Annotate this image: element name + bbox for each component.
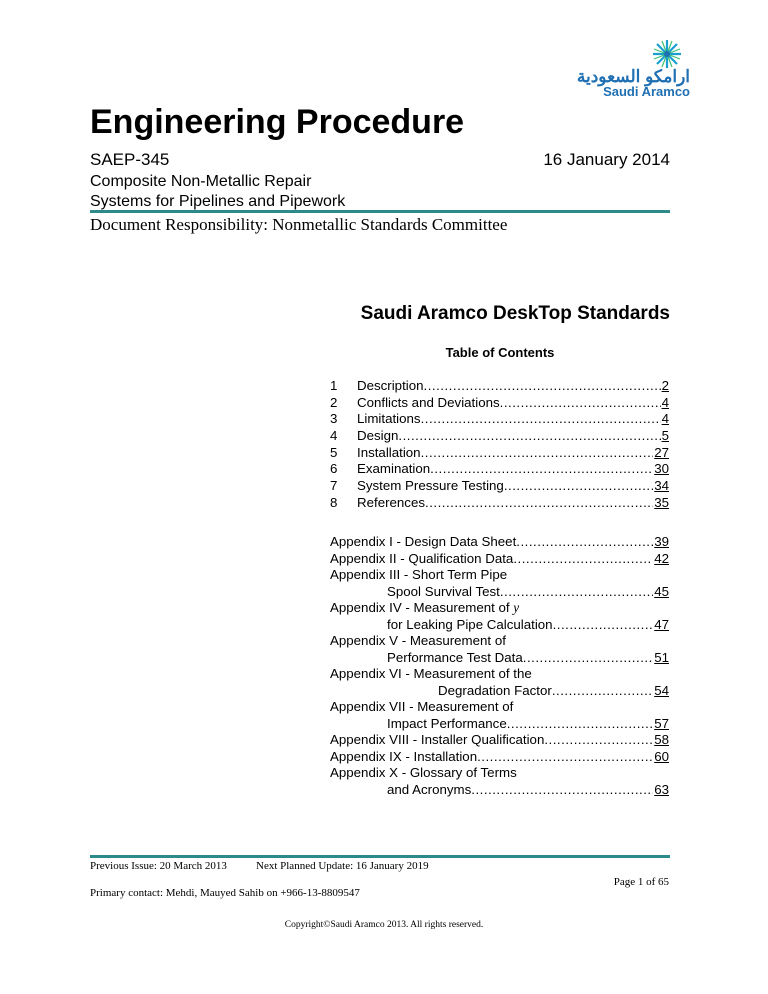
toc-page-link[interactable]: 4 bbox=[661, 411, 669, 427]
appendix-label-cont: for Leaking Pipe Calculation bbox=[387, 616, 553, 632]
toc-entry-label: Conflicts and Deviations bbox=[357, 394, 500, 410]
appendix-page-link[interactable]: 51 bbox=[654, 649, 669, 665]
document-type-title: Engineering Procedure bbox=[90, 103, 465, 141]
toc-entry-label: Limitations bbox=[357, 411, 421, 427]
next-planned-update: Next Planned Update: 16 January 2019 bbox=[256, 860, 429, 872]
appendix-label: Appendix IV - Measurement of bbox=[330, 600, 514, 615]
saudi-aramco-logo bbox=[555, 40, 690, 100]
appendix-label-cont: Spool Survival Test bbox=[387, 583, 500, 599]
toc-page-link[interactable]: 34 bbox=[654, 478, 669, 494]
appendix-page-link[interactable]: 39 bbox=[654, 534, 669, 549]
appendix-page-link[interactable]: 47 bbox=[654, 616, 669, 632]
toc-entry-label: Examination bbox=[357, 461, 431, 477]
previous-issue: Previous Issue: 20 March 2013 bbox=[90, 860, 227, 872]
toc-entry[interactable] bbox=[330, 478, 669, 495]
toc-entry-number: 2 bbox=[330, 394, 338, 410]
toc-entry-label: Installation bbox=[357, 444, 421, 460]
appendix-page-link[interactable]: 60 bbox=[654, 748, 669, 764]
subtitle-line-2: Systems for Pipelines and Pipework bbox=[90, 193, 346, 210]
toc-entry[interactable] bbox=[330, 378, 669, 395]
appendix-label-cont: Degradation Factor bbox=[438, 682, 552, 698]
toc-appendices bbox=[330, 534, 669, 798]
toc-entry[interactable] bbox=[330, 411, 669, 428]
toc-entry[interactable] bbox=[330, 428, 669, 445]
appendix-entry-line bbox=[330, 765, 669, 782]
primary-contact: Primary contact: Mehdi, Mauyed Sahib on +966-13-8809547 bbox=[90, 887, 360, 899]
appendix-entry-line bbox=[330, 633, 669, 650]
appendix-entry[interactable] bbox=[330, 617, 669, 634]
logo-arabic-text: ارامكو السعودية bbox=[576, 67, 690, 86]
toc-page-link[interactable]: 27 bbox=[654, 444, 669, 460]
toc-entry-label: System Pressure Testing bbox=[357, 478, 504, 494]
toc-sections bbox=[330, 378, 669, 512]
appendix-entry[interactable] bbox=[330, 732, 669, 749]
appendix-label: Appendix V - Measurement of bbox=[330, 633, 506, 648]
toc-entry-number: 1 bbox=[330, 378, 338, 393]
toc-page-link[interactable]: 5 bbox=[661, 428, 669, 444]
appendix-label: Appendix III - Short Term Pipe bbox=[330, 567, 508, 582]
toc-entry-number: 4 bbox=[330, 428, 338, 444]
appendix-page-link[interactable]: 45 bbox=[654, 583, 669, 599]
copyright: Copyright©Saudi Aramco 2013. All rights reserved. bbox=[284, 920, 484, 930]
appendix-page-link[interactable]: 42 bbox=[654, 550, 669, 566]
toc-entry[interactable] bbox=[330, 495, 669, 512]
appendix-label: Appendix II - Qualification Data bbox=[330, 550, 514, 566]
appendix-label: Appendix I - Design Data Sheet bbox=[330, 534, 517, 549]
toc-entry-number: 5 bbox=[330, 444, 338, 460]
toc-entry-label: References bbox=[357, 494, 425, 510]
toc-title: Table of Contents bbox=[445, 345, 555, 360]
appendix-label: Appendix X - Glossary of Terms bbox=[330, 765, 517, 780]
document-date: 16 January 2014 bbox=[543, 150, 670, 169]
toc-entry-number: 8 bbox=[330, 494, 338, 510]
header-rule bbox=[90, 210, 670, 213]
appendix-label: Appendix VI - Measurement of the bbox=[330, 666, 532, 681]
appendix-label: Appendix VIII - Installer Qualification bbox=[330, 732, 545, 747]
appendix-entry-line bbox=[330, 567, 669, 584]
subtitle-line-1: Composite Non-Metallic Repair bbox=[90, 173, 312, 190]
document-subtitle bbox=[90, 172, 510, 212]
desktop-standards-heading: Saudi Aramco DeskTop Standards bbox=[360, 303, 670, 324]
toc-page-link[interactable]: 2 bbox=[661, 378, 669, 393]
appendix-label: Appendix IX - Installation bbox=[330, 748, 478, 764]
appendix-entry[interactable] bbox=[330, 782, 669, 799]
appendix-label-cont: Impact Performance bbox=[387, 715, 507, 731]
appendix-page-link[interactable]: 54 bbox=[654, 682, 669, 698]
appendix-entry[interactable] bbox=[330, 551, 669, 568]
toc-entry-label: Design bbox=[357, 428, 399, 444]
appendix-label-cont: and Acronyms bbox=[387, 781, 472, 797]
appendix-entry[interactable] bbox=[330, 683, 669, 700]
toc-entry-number: 6 bbox=[330, 461, 338, 477]
toc-entry[interactable] bbox=[330, 395, 669, 412]
toc-entry-number: 7 bbox=[330, 478, 338, 494]
appendix-entry-line bbox=[330, 699, 669, 716]
appendix-entry-line bbox=[330, 666, 669, 683]
appendix-page-link[interactable]: 63 bbox=[654, 781, 669, 797]
footer-rule bbox=[90, 855, 670, 858]
document-responsibility: Document Responsibility: Nonmetallic Standards Committee bbox=[90, 215, 508, 234]
appendix-entry[interactable] bbox=[330, 650, 669, 667]
appendix-entry[interactable] bbox=[330, 716, 669, 733]
appendix-variable: y bbox=[513, 600, 520, 615]
appendix-label-cont: Performance Test Data bbox=[387, 649, 523, 665]
toc-entry[interactable] bbox=[330, 445, 669, 462]
logo-english-text: Saudi Aramco bbox=[603, 84, 690, 99]
appendix-page-link[interactable]: 57 bbox=[654, 715, 669, 731]
appendix-entry-line bbox=[330, 600, 669, 617]
toc-entry[interactable] bbox=[330, 461, 669, 478]
toc-entry-number: 3 bbox=[330, 411, 338, 427]
appendix-entry[interactable] bbox=[330, 534, 669, 551]
toc-page-link[interactable]: 4 bbox=[661, 394, 669, 410]
page-number: Page 1 of 65 bbox=[613, 876, 669, 888]
toc-page-link[interactable]: 30 bbox=[654, 461, 669, 477]
appendix-page-link[interactable]: 58 bbox=[654, 732, 669, 747]
toc-page-link[interactable]: 35 bbox=[654, 494, 669, 510]
appendix-label: Appendix VII - Measurement of bbox=[330, 699, 514, 714]
document-number: SAEP-345 bbox=[90, 150, 170, 169]
toc-entry-label: Description bbox=[357, 378, 424, 393]
appendix-entry[interactable] bbox=[330, 749, 669, 766]
appendix-entry[interactable] bbox=[330, 584, 669, 601]
